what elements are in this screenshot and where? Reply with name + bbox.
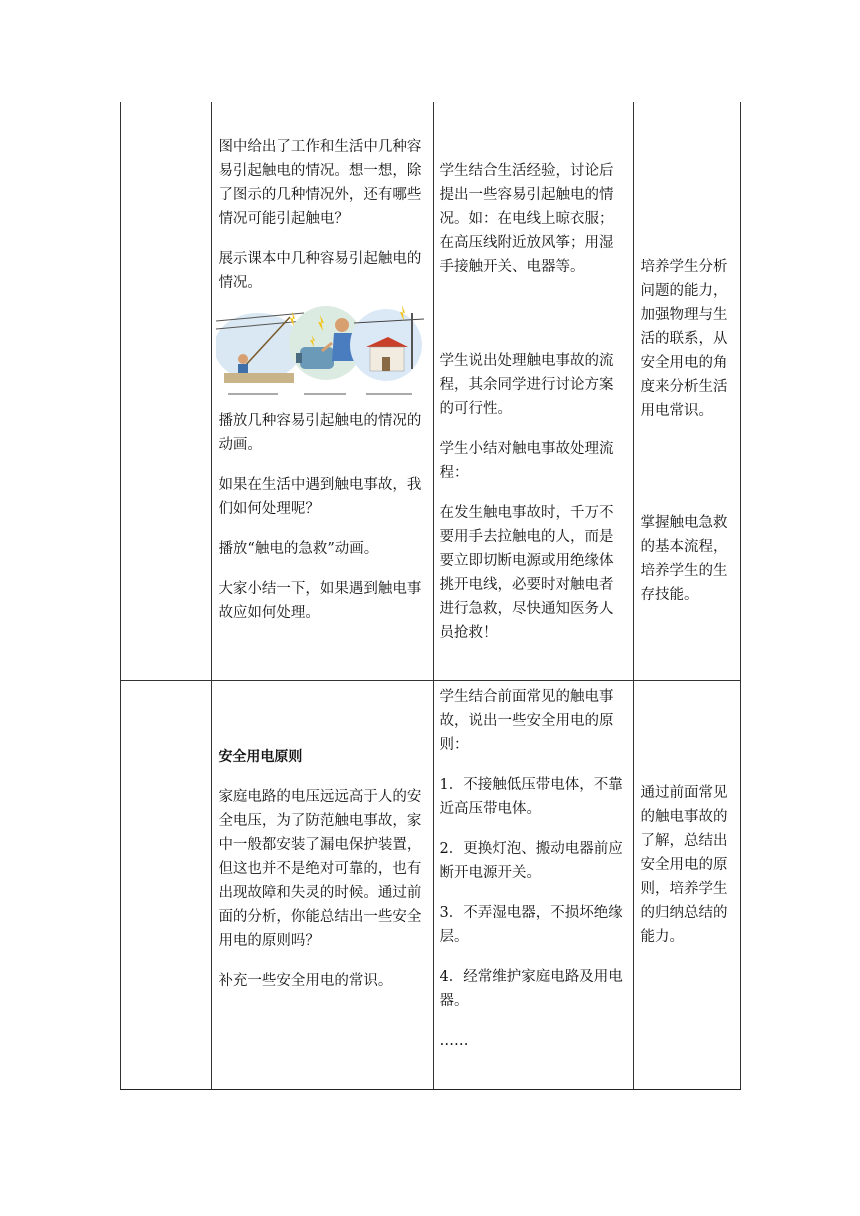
teacher-summary-prompt: 大家小结一下，如果遇到触电事故应如何处理。: [218, 581, 422, 621]
teacher-show-text: 展示课本中几种容易引起触电的情况。: [218, 251, 422, 291]
student-activity-cell: [433, 102, 634, 681]
principle-item: 3．不弄湿电器，不损坏绝缘层。: [439, 905, 623, 945]
student-summary-label: 学生小结对触电事故处理流程：: [439, 441, 614, 481]
student-process-text: 学生说出处理触电事故的流程，其余同学进行讨论方案的可行性。: [439, 353, 614, 417]
student-rescue-steps: 在发生触电事故时，千万不要用手去拉触电的人，而是要立即切断电源或用绝缘体挑开电线，必要时对触电者进行急救，尽快通知医务人员抢救！: [439, 505, 614, 641]
teacher-supplement-text: 补充一些安全用电的常识。: [218, 973, 393, 989]
principle-item: 2．更换灯泡、搬动电器前应断开电源开关。: [439, 841, 623, 881]
principle-item: 4．经常维护家庭电路及用电器。: [439, 969, 623, 1009]
student-principles-intro: 学生结合前面常见的触电事故，说出一些安全用电的原则：: [439, 689, 614, 753]
intent-principles: 通过前面常见的触电事故的了解，总结出安全用电的原则，培养学生的归纳总结的能力。: [640, 785, 728, 945]
lesson-plan-table: [120, 102, 741, 1090]
teacher-activity-cell: [212, 102, 433, 681]
design-intent-cell: [634, 681, 741, 1090]
teacher-question-2: 如果在生活中遇到触电事故，我们如何处理呢？: [218, 477, 422, 517]
intent-analysis: 培养学生分析问题的能力，加强物理与生活的联系，从安全用电的角度来分析生活用电常识。: [640, 259, 728, 419]
student-discussion: 学生结合生活经验，讨论后提出一些容易引起触电的情况。如：在电线上晾衣服；在高压线附近放风筝；用湿手接触开关、电器等。: [439, 163, 614, 275]
section-heading: 安全用电原则: [218, 749, 303, 765]
teacher-rescue-animation: 播放“触电的急救”动画。: [218, 541, 379, 557]
teacher-question: 图中给出了工作和生活中几种容易引起触电的情况。想一想，除了图示的几种情况外，还有哪些情况可能引起触电？: [218, 139, 422, 227]
stage-cell: [121, 681, 212, 1090]
principle-item: 1．不接触低压带电体，不靠近高压带电体。: [439, 777, 623, 817]
electric-shock-illustration: [216, 299, 426, 399]
design-intent-cell: [634, 102, 741, 681]
stage-cell: [121, 102, 212, 681]
teacher-principles-text: 家庭电路的电压远远高于人的安全电压，为了防范触电事故，家中一般都安装了漏电保护装置，但这也并不是绝对可靠的，也有出现故障和失灵的时候。通过前面的分析，你能总结出一些安全用电的原则吗？: [218, 789, 422, 949]
ellipsis-text: ……: [439, 1033, 469, 1049]
table-row: [121, 681, 741, 1090]
teacher-animation-text: 播放几种容易引起触电的情况的动画。: [218, 413, 422, 453]
student-activity-cell: [433, 681, 634, 1090]
intent-first-aid: 掌握触电急救的基本流程，培养学生的生存技能。: [640, 515, 728, 603]
teacher-activity-cell: [212, 681, 433, 1090]
table-row: [121, 102, 741, 681]
